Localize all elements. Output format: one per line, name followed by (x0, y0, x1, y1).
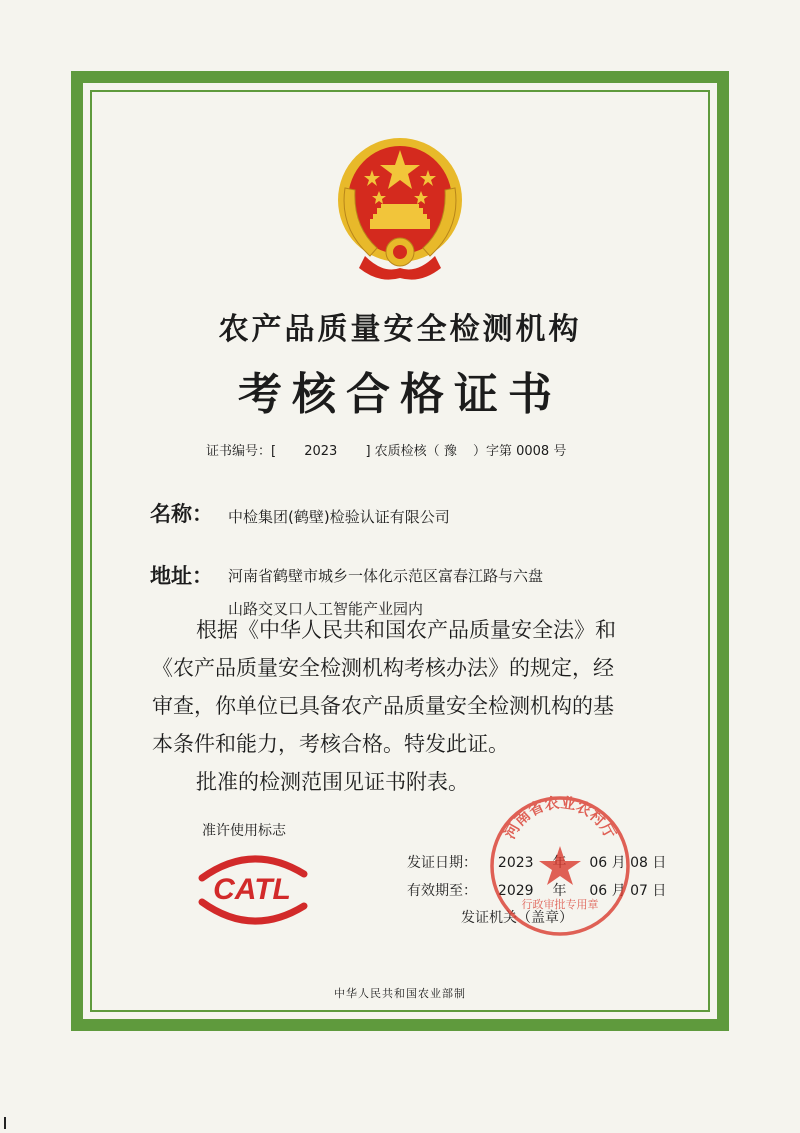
valid-until-day-unit: 日 (652, 883, 667, 899)
catl-logo-icon (182, 850, 322, 926)
body-paragraph-line-1: 根据《中华人民共和国农产品质量安全法》和 (196, 618, 616, 642)
valid-until-day: 07 (630, 883, 648, 899)
valid-until-month-unit: 月 (611, 883, 626, 899)
mark-label: 准许使用标志 (202, 823, 286, 839)
valid-until-year-unit: 年 (552, 883, 567, 899)
valid-until-month: 06 (589, 883, 608, 899)
address-line-2: 山路交叉口人工智能产业园内 (228, 600, 424, 618)
issue-date-label: 发证日期： (407, 855, 477, 871)
valid-until-label: 有效期至： (407, 883, 477, 899)
cert-number-suffix: ）字第 0008 号 (472, 444, 567, 459)
footer-issuer: 中华人民共和国农业部制 (334, 987, 466, 1000)
official-seal-icon (486, 792, 634, 940)
name-label: 名称： (150, 502, 213, 526)
catl-logo-text: CATL (213, 873, 291, 906)
body-paragraph-line-3: 审查，你单位已具备农产品质量安全检测机构的基 (152, 694, 614, 718)
national-emblem-icon (325, 128, 475, 284)
issue-date-month: 06 (589, 855, 608, 871)
certificate-title-main: 考核合格证书 (238, 369, 562, 420)
issue-date-month-unit: 月 (611, 855, 626, 871)
address-line-1: 河南省鹤壁市城乡一体化示范区富春江路与六盘 (228, 567, 544, 585)
svg-text:河南省农业农村厅 (501, 794, 620, 842)
cert-number-middle: ] 农质检核（ (365, 444, 440, 459)
cert-number-province: 豫 (443, 444, 457, 459)
body-paragraph-line-4: 本条件和能力，考核合格。特发此证。 (152, 732, 509, 756)
issuing-authority: 发证机关（盖章） (461, 910, 573, 926)
scan-edge-mark (4, 1117, 6, 1129)
name-value: 中检集团(鹤壁)检验认证有限公司 (228, 508, 450, 526)
address-label: 地址： (150, 564, 213, 588)
issue-date-day: 08 (630, 855, 648, 871)
body-paragraph-line-2: 《农产品质量安全检测机构考核办法》的规定，经 (152, 656, 614, 680)
certificate-number (206, 440, 626, 459)
issue-date-year: 2023 (497, 855, 534, 871)
cert-number-label: 证书编号：[ (206, 444, 277, 459)
issue-date-day-unit: 日 (652, 855, 667, 871)
valid-until-year: 2029 (497, 883, 534, 899)
seal-bottom-text: 行政审批专用章 (521, 898, 599, 911)
scope-note: 批准的检测范围见证书附表。 (196, 770, 469, 794)
certificate-title-organization: 农产品质量安全检测机构 (218, 312, 582, 347)
seal-arc-text: 河南省农业农村厅 (500, 793, 620, 842)
cert-number-year: 2023 (304, 444, 338, 459)
